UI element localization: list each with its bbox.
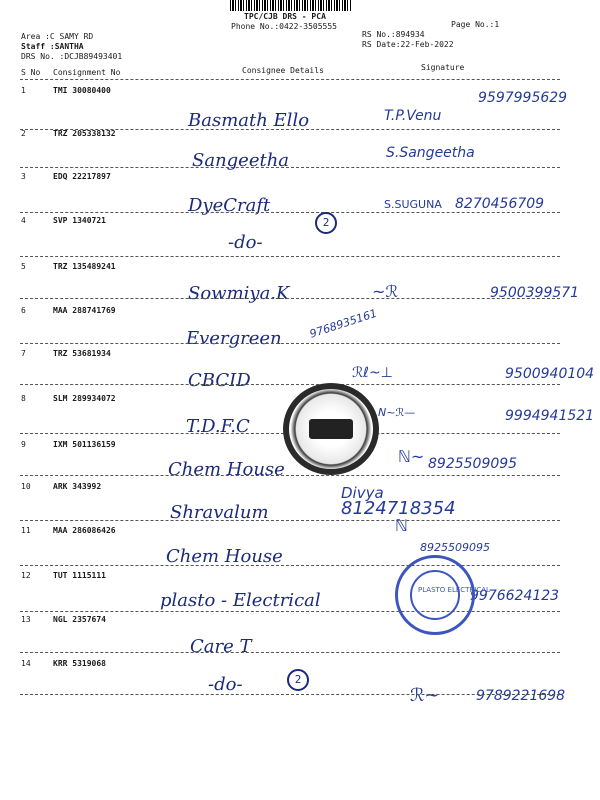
- consignment-number: NGL 2357674: [53, 615, 106, 624]
- sno: 5: [21, 262, 26, 271]
- consignment-number: MAA 286086426: [53, 526, 116, 535]
- sno: 1: [21, 86, 26, 95]
- row-rule: [20, 611, 560, 612]
- receiver-phone: 9994941521: [505, 408, 595, 424]
- receiver-scribble: ℛ~: [410, 685, 440, 706]
- row-rule: [20, 298, 560, 299]
- circled-number: 2: [315, 212, 337, 234]
- consignee-name: -do-: [208, 674, 243, 695]
- col-signature: Signature: [421, 63, 465, 72]
- consignment-number: TRZ 53681934: [53, 349, 111, 358]
- receiver-phone: 9500399571: [490, 285, 580, 301]
- consignee-name: DyeCraft: [188, 195, 271, 216]
- receiver-phone: 9976624123: [470, 588, 560, 604]
- receiver-phone: 8925509095: [420, 541, 490, 554]
- row-rule: [20, 520, 560, 521]
- receiver-scribble: N~ℛ—: [378, 406, 416, 419]
- consignment-number: EDQ 22217897: [53, 172, 111, 181]
- courier-round-stamp: [283, 383, 379, 475]
- area-label: Area :C SAMY RD: [21, 32, 94, 41]
- consignee-name: Basmath Ello: [188, 110, 310, 131]
- consignee-name: Evergreen: [186, 328, 282, 349]
- consignment-number: IXM 501136159: [53, 440, 116, 449]
- col-consignee: Consignee Details: [242, 66, 324, 75]
- receiver-phone: 8124718354: [341, 498, 456, 519]
- consignee-name: Shravalum: [170, 502, 269, 523]
- stamp-core: [309, 419, 353, 439]
- drs-number: DRS No. :DCJB89493401: [21, 52, 123, 61]
- consignment-number: TUT 1115111: [53, 571, 106, 580]
- sno: 13: [21, 615, 31, 624]
- row-rule: [20, 694, 560, 695]
- consignment-number: TRZ 205338132: [53, 129, 116, 138]
- consignee-name: T.D.F.C: [186, 416, 250, 437]
- receiver-signature: Divya: [341, 484, 384, 502]
- consignment-number: SVP 1340721: [53, 216, 106, 225]
- consignee-name: Chem House: [168, 459, 285, 480]
- sno: 10: [21, 482, 31, 491]
- consignee-name: CBCID: [188, 370, 251, 391]
- sno: 9: [21, 440, 26, 449]
- document-title: TPC/CJB DRS - PCA: [244, 12, 326, 21]
- row-rule: [20, 212, 560, 213]
- consignee-name: -do-: [228, 232, 263, 253]
- consignment-number: ARK 343992: [53, 482, 102, 491]
- sno: 2: [21, 129, 26, 138]
- receiver-signature: S.Sangeetha: [386, 145, 475, 161]
- row-rule: [20, 475, 560, 476]
- sno: 11: [21, 526, 31, 535]
- sno: 3: [21, 172, 26, 181]
- barcode: [230, 0, 352, 11]
- row-rule: [20, 343, 560, 344]
- row-rule: [20, 384, 560, 385]
- receiver-scribble: ℕ: [395, 516, 408, 535]
- rs-date: RS Date:22-Feb-2022: [362, 40, 454, 49]
- receiver-signature: T.P.Venu: [384, 108, 442, 124]
- phone-number: Phone No.:0422-3505555: [231, 22, 337, 31]
- col-sno: S No: [21, 68, 41, 77]
- consignee-name: Sangeetha: [192, 150, 290, 171]
- receiver-scribble: ~ℛ: [372, 282, 399, 301]
- receiver-phone: 9789221698: [476, 688, 566, 704]
- receiver-scribble: ℕ~: [398, 447, 425, 466]
- rs-number: RS No.:894934: [362, 30, 425, 39]
- sno: 6: [21, 306, 26, 315]
- sno: 8: [21, 394, 26, 403]
- receiver-signature: S.SUGUNA: [384, 198, 442, 211]
- receiver-phone: 9768935161: [307, 306, 379, 341]
- row-rule: [20, 256, 560, 257]
- consignee-name: Care T: [190, 636, 252, 657]
- page-number: Page No.:1: [451, 20, 500, 29]
- sno: 7: [21, 349, 26, 358]
- stamp-inner-ring: [410, 570, 460, 620]
- stamp-text: PLASTO ELECTRICAL: [418, 586, 490, 594]
- sno: 14: [21, 659, 31, 668]
- receiver-scribble: ℛℓ~⊥: [352, 365, 393, 381]
- consignment-number: TMI 30080400: [53, 86, 111, 95]
- consignee-name: plasto - Electrical: [160, 590, 321, 611]
- sno: 4: [21, 216, 26, 225]
- header-rule: [20, 79, 560, 80]
- consignment-number: MAA 288741769: [53, 306, 116, 315]
- consignee-name: Chem House: [166, 546, 283, 567]
- receiver-phone: 8925509095: [428, 456, 518, 472]
- col-consignment: Consignment No: [53, 68, 121, 77]
- company-stamp: [395, 555, 490, 635]
- sno: 12: [21, 571, 31, 580]
- consignee-name: Sowmiya.K: [188, 283, 290, 304]
- receiver-phone: 9500940104: [505, 366, 595, 382]
- consignment-number: TRZ 135489241: [53, 262, 116, 271]
- row-rule: [20, 565, 560, 566]
- row-rule: [20, 167, 560, 168]
- receiver-phone: 9597995629: [478, 90, 568, 106]
- row-rule: [20, 652, 560, 653]
- consignment-number: SLM 289934072: [53, 394, 116, 403]
- staff-label: Staff :SANTHA: [21, 42, 84, 51]
- circled-number: 2: [287, 669, 309, 691]
- consignment-number: KRR 5319068: [53, 659, 106, 668]
- receiver-phone: 8270456709: [455, 196, 545, 212]
